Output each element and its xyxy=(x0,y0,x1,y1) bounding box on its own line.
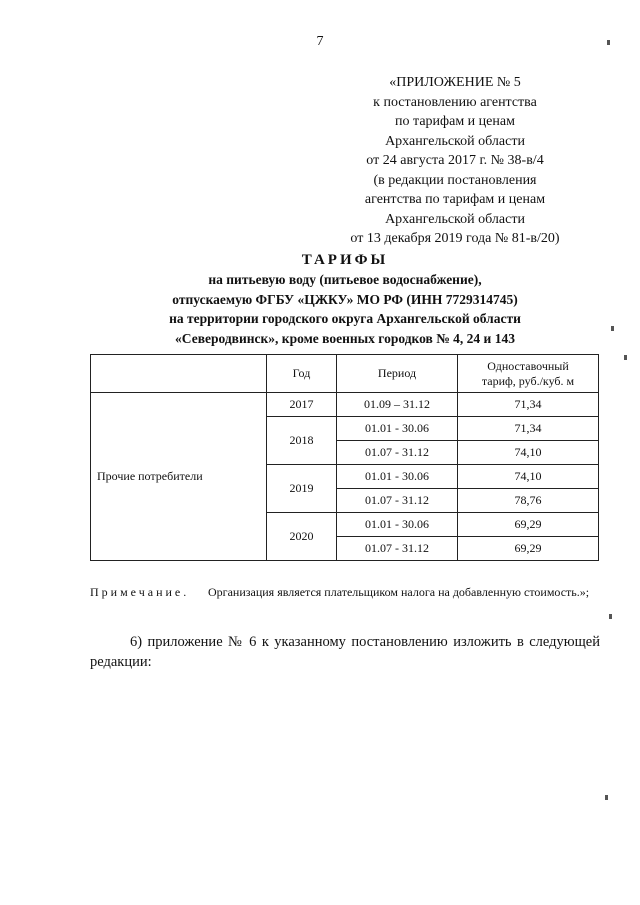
header-consumer xyxy=(91,355,267,393)
appendix-line: от 13 декабря 2019 года № 81-в/20) xyxy=(350,231,560,246)
tariff-cell: 74,10 xyxy=(458,465,599,489)
appendix-line: от 24 августа 2017 г. № 38-в/4 xyxy=(366,153,544,168)
title-line: на питьевую воду (питьевое водоснабжение), xyxy=(208,272,482,287)
title-line: на территории городского округа Архангельской области xyxy=(169,311,521,326)
tariff-cell: 74,10 xyxy=(458,441,599,465)
tariff-cell: 71,34 xyxy=(458,393,599,417)
tariff-cell: 69,29 xyxy=(458,513,599,537)
period-cell: 01.01 - 30.06 xyxy=(337,513,458,537)
scan-speck xyxy=(609,614,612,619)
table-row xyxy=(91,393,599,417)
period-cell: 01.09 – 31.12 xyxy=(337,393,458,417)
body-paragraph: 6) приложение № 6 к указанному постановлению изложить в следующей редакции: xyxy=(90,634,600,670)
year-cell: 2017 xyxy=(267,393,337,417)
appendix-line: Архангельской области xyxy=(385,211,525,227)
header-year: Год xyxy=(267,355,337,393)
consumer-cell: Прочие потребители xyxy=(91,393,267,561)
year-cell: 2020 xyxy=(267,513,337,561)
title-line: «Северодвинск», кроме военных городков № 4, 24 и 143 xyxy=(175,330,515,346)
note-label: Примечание. xyxy=(90,585,190,599)
tariff-cell: 78,76 xyxy=(458,489,599,513)
table-header-row xyxy=(91,355,599,393)
year-cell: 2019 xyxy=(267,465,337,513)
appendix-line: «ПРИЛОЖЕНИЕ № 5 xyxy=(389,75,521,90)
header-tariff-line2: тариф, руб./куб. м xyxy=(481,373,575,388)
period-cell: 01.01 - 30.06 xyxy=(337,417,458,441)
period-cell: 01.07 - 31.12 xyxy=(337,441,458,465)
appendix-line: (в редакции постановления xyxy=(373,172,537,188)
appendix-line: агентства по тарифам и ценам xyxy=(364,192,546,207)
year-cell: 2018 xyxy=(267,417,337,465)
scan-speck xyxy=(624,355,627,360)
appendix-header xyxy=(330,73,580,249)
title-main: ТАРИФЫ xyxy=(301,252,389,268)
period-cell: 01.01 - 30.06 xyxy=(337,465,458,489)
appendix-line: по тарифам и ценам xyxy=(395,114,515,129)
table-note xyxy=(90,584,600,600)
tariff-cell: 71,34 xyxy=(458,417,599,441)
tariff-table xyxy=(90,354,599,561)
header-tariff-line1: Одноставочный xyxy=(487,358,569,373)
scan-speck xyxy=(605,795,608,800)
document-title xyxy=(90,250,600,348)
tariff-cell: 69,29 xyxy=(458,537,599,561)
page-number: 7 xyxy=(316,34,324,49)
scan-speck xyxy=(607,40,610,45)
period-cell: 01.07 - 31.12 xyxy=(337,489,458,513)
title-line: отпускаемую ФГБУ «ЦЖКУ» МО РФ (ИНН 7729314745) xyxy=(172,291,518,307)
header-tariff xyxy=(458,355,599,393)
scan-speck xyxy=(611,326,614,331)
appendix-line: к постановлению агентства xyxy=(373,94,537,110)
note-text: Организация является плательщиком налога на добавленную стоимость.»; xyxy=(208,585,590,599)
period-cell: 01.07 - 31.12 xyxy=(337,537,458,561)
header-period: Период xyxy=(337,355,458,393)
appendix-line: Архангельской области xyxy=(385,133,525,149)
